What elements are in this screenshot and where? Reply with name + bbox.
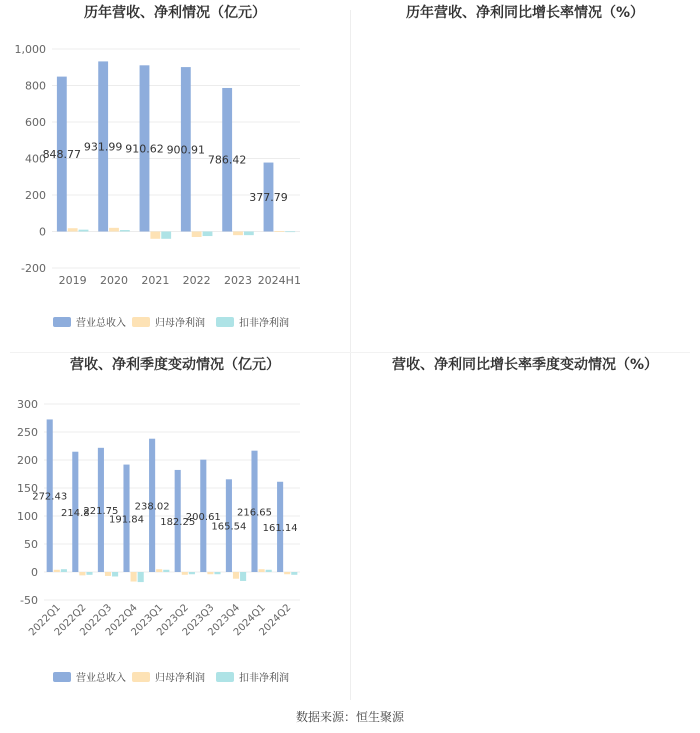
- x-tick-label: 2020: [100, 274, 128, 287]
- x-tick-label: 2022Q1: [27, 602, 63, 639]
- x-tick-label: 2024H1: [257, 274, 301, 287]
- x-tick-label: 2024Q2: [257, 602, 294, 639]
- y-tick-label: 50: [24, 538, 38, 551]
- legend-swatch: [216, 317, 234, 327]
- bar-value-label: 910.62: [125, 142, 164, 156]
- y-tick-label: 300: [17, 398, 38, 411]
- y-tick-label: 200: [25, 189, 46, 202]
- chart-title: 历年营收、净利同比增长率情况（%）: [405, 5, 645, 21]
- legend-swatch: [53, 672, 71, 682]
- bar: [79, 572, 85, 575]
- bar-value-label: 900.91: [166, 143, 206, 157]
- bar-value-label: 377.79: [249, 191, 288, 205]
- bar: [112, 572, 118, 576]
- bar: [233, 572, 239, 579]
- chart-title: 营收、净利季度变动情况（亿元）: [70, 357, 280, 373]
- legend-label: 归母净利润: [155, 318, 205, 329]
- y-tick-label: 0: [39, 225, 46, 239]
- bar: [156, 569, 162, 572]
- bar: [86, 572, 92, 575]
- y-tick-label: 800: [25, 79, 46, 93]
- bar: [138, 572, 144, 582]
- y-tick-label: 0: [31, 566, 38, 579]
- bar-value-label: 161.14: [262, 522, 298, 534]
- bar: [259, 569, 265, 572]
- x-tick-label: 2022Q3: [78, 602, 115, 639]
- data-source-footer: 数据来源：恒生聚源: [295, 710, 404, 724]
- x-tick-label: 2023Q4: [206, 602, 243, 639]
- annual-revenue-profit-chart: [0, 0, 350, 352]
- bar-value-label: 165.54: [211, 521, 247, 533]
- x-tick-label: 2019: [58, 274, 87, 287]
- y-tick-label: 250: [17, 426, 38, 439]
- bar: [240, 572, 246, 581]
- bar: [120, 230, 130, 231]
- bar: [109, 228, 119, 232]
- bar: [244, 232, 254, 236]
- x-tick-label: 2024Q1: [231, 602, 268, 639]
- annual-growth-rate-chart: [350, 0, 700, 352]
- bar: [291, 572, 297, 575]
- bar: [131, 572, 137, 582]
- bar: [161, 232, 171, 239]
- x-tick-label: 2023Q2: [155, 602, 191, 639]
- legend-label: 扣非净利润: [239, 673, 289, 684]
- legend-label: 营业总收入: [76, 318, 126, 329]
- x-tick-label: 2023: [224, 274, 252, 287]
- bar: [163, 570, 169, 572]
- bar-value-label: 221.75: [83, 505, 119, 517]
- bar-value-label: 848.77: [42, 148, 82, 162]
- bar-value-label: 931.99: [83, 140, 123, 154]
- x-tick-label: 2023Q1: [129, 602, 166, 639]
- legend-label: 营业总收入: [76, 673, 126, 684]
- legend-label: 扣非净利润: [239, 318, 289, 329]
- quarterly-growth-rate-chart: [350, 352, 700, 704]
- legend-swatch: [132, 317, 150, 327]
- bar: [266, 570, 272, 572]
- bar-value-label: 238.02: [134, 501, 170, 513]
- x-tick-label: 2022Q2: [52, 602, 89, 639]
- bar-value-label: 191.84: [109, 514, 145, 526]
- bar: [192, 232, 202, 237]
- bar: [61, 569, 67, 572]
- chart-panel-annual-growth-rate: [350, 0, 700, 352]
- bar: [233, 232, 243, 236]
- x-tick-label: 2022: [182, 274, 211, 287]
- legend-label: 归母净利润: [155, 673, 205, 684]
- y-tick-label: 600: [25, 116, 46, 129]
- x-tick-label: 2021: [141, 274, 170, 287]
- chart-title: 营收、净利同比增长率季度变动情况（%）: [391, 357, 659, 373]
- bar: [68, 228, 78, 231]
- chart-panel-quarterly-growth-rate: [350, 352, 700, 704]
- quarterly-revenue-profit-chart: [0, 352, 350, 704]
- y-tick-label: -50: [20, 594, 38, 607]
- y-tick-label: 150: [17, 482, 38, 495]
- bar: [189, 572, 195, 574]
- x-tick-label: 2023Q3: [180, 602, 217, 639]
- y-tick-label: 100: [17, 510, 38, 523]
- y-tick-label: -200: [21, 262, 46, 275]
- bar: [284, 572, 290, 574]
- bar: [274, 231, 284, 232]
- legend-swatch: [132, 672, 150, 682]
- x-tick-label: 2022Q4: [103, 602, 140, 639]
- legend-swatch: [216, 672, 234, 682]
- bar: [285, 231, 295, 232]
- bar: [79, 230, 89, 232]
- bar: [182, 572, 188, 575]
- chart-title: 历年营收、净利情况（亿元）: [84, 5, 266, 21]
- bar: [214, 572, 220, 574]
- bar-value-label: 216.65: [237, 507, 273, 519]
- y-tick-label: 400: [25, 152, 46, 166]
- bar: [203, 232, 213, 237]
- bar: [150, 232, 160, 239]
- y-tick-label: 1,000: [14, 43, 46, 56]
- bar: [207, 572, 213, 574]
- bar-value-label: 182.25: [160, 516, 196, 528]
- bar-value-label: 200.61: [185, 511, 221, 523]
- bar-value-label: 214.8: [60, 507, 90, 519]
- y-tick-label: 200: [17, 454, 38, 467]
- bar-value-label: 272.43: [32, 491, 68, 503]
- chart-panel-quarterly-revenue-profit: [0, 352, 350, 704]
- chart-panel-annual-revenue-profit: [0, 0, 350, 352]
- bar: [105, 572, 111, 576]
- bar: [54, 570, 60, 572]
- bar-value-label: 786.42: [207, 153, 247, 167]
- legend-swatch: [53, 317, 71, 327]
